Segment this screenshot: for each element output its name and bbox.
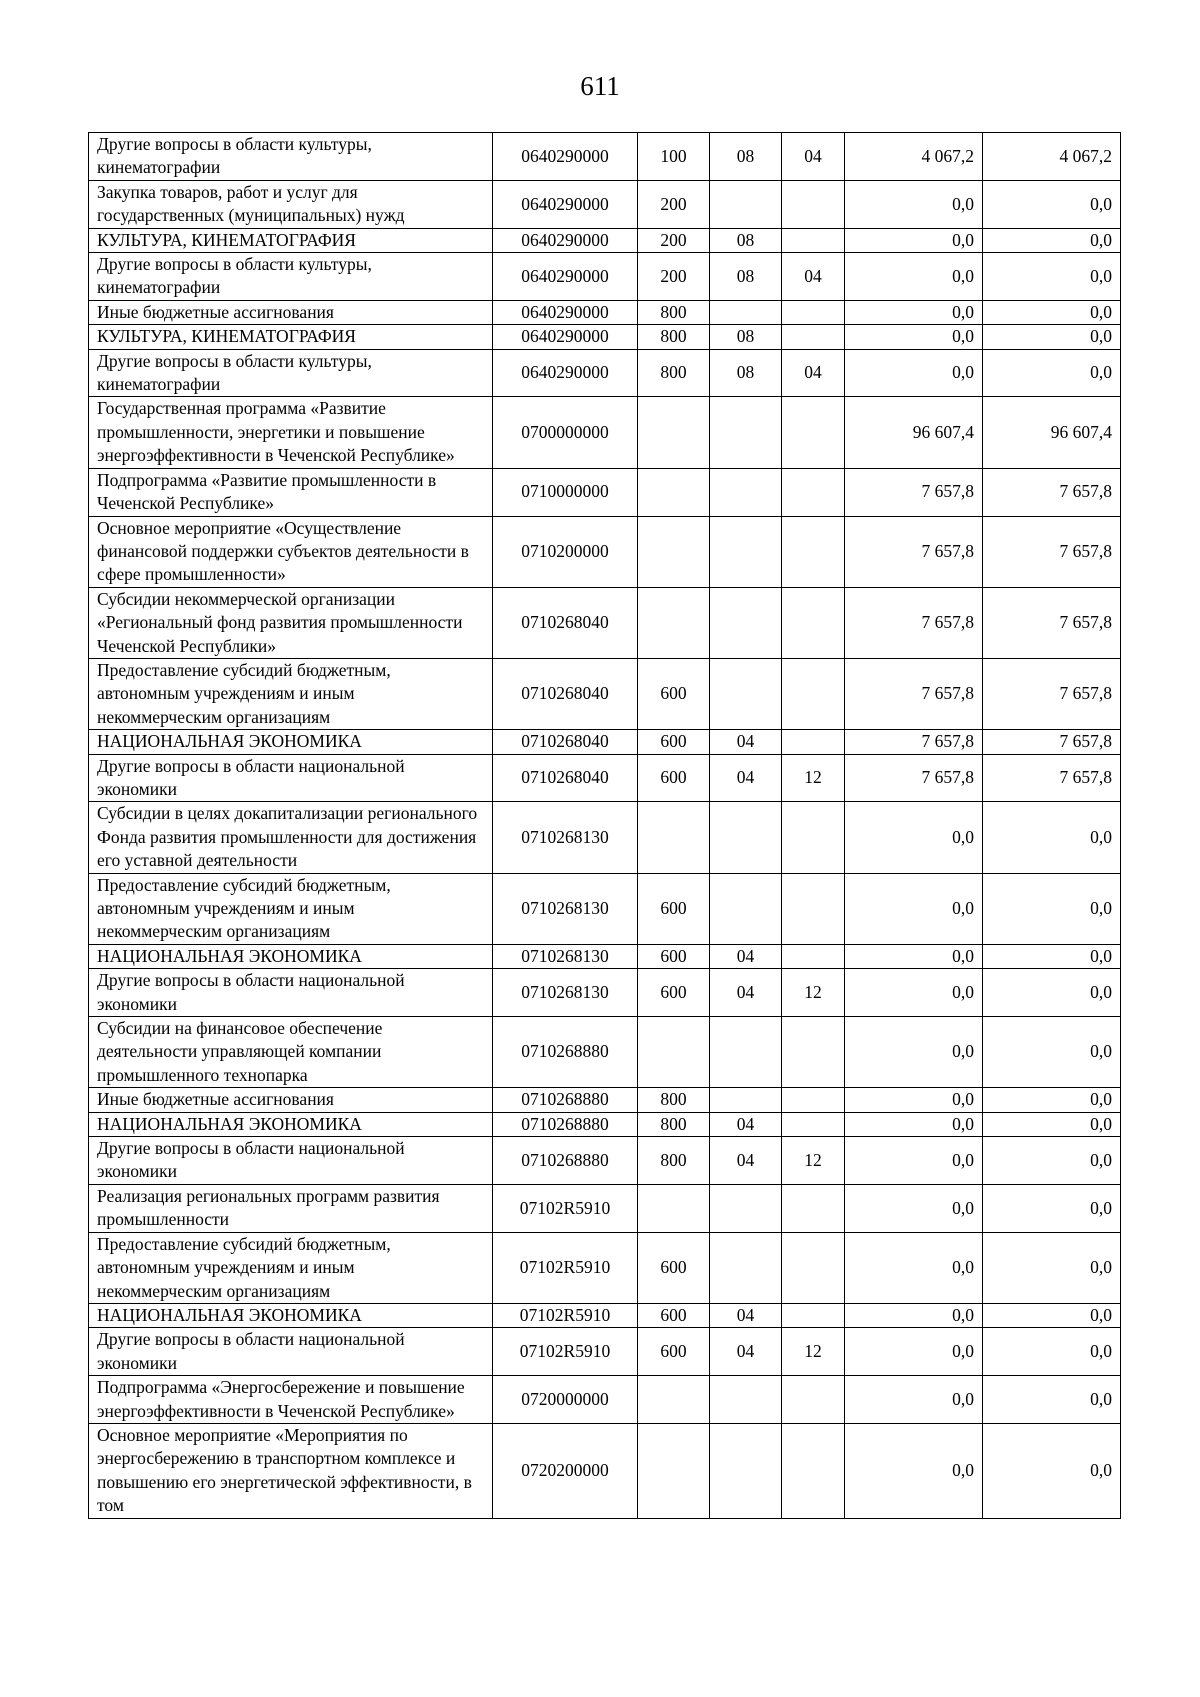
subsection-code-cell: 04 (782, 253, 845, 301)
subsection-code-cell (782, 228, 845, 252)
target-article-code-cell: 0640290000 (493, 253, 638, 301)
amount-year2-cell: 0,0 (983, 349, 1121, 397)
amount-year1-cell: 4 067,2 (845, 133, 983, 181)
target-article-code-cell: 0640290000 (493, 349, 638, 397)
expense-type-cell (638, 1017, 710, 1088)
amount-year2-cell: 0,0 (983, 1184, 1121, 1232)
amount-year1-cell: 0,0 (845, 349, 983, 397)
expense-name-cell: Основное мероприятие «Мероприятия по энергосбережению в транспортном комплексе и повышению его энергетической эффективности, в том (89, 1423, 493, 1518)
section-code-cell: 04 (710, 1303, 782, 1327)
table-row (89, 468, 1121, 516)
section-code-cell: 08 (710, 325, 782, 349)
amount-year2-cell: 0,0 (983, 1376, 1121, 1424)
expense-name-cell: КУЛЬТУРА, КИНЕМАТОГРАФИЯ (89, 325, 493, 349)
expense-type-cell (638, 516, 710, 587)
table-row (89, 1112, 1121, 1136)
expense-type-cell: 600 (638, 873, 710, 944)
amount-year2-cell: 0,0 (983, 1232, 1121, 1303)
expense-name-cell: Другие вопросы в области национальной экономики (89, 754, 493, 802)
amount-year1-cell: 0,0 (845, 1184, 983, 1232)
amount-year2-cell: 0,0 (983, 1303, 1121, 1327)
section-code-cell: 04 (710, 969, 782, 1017)
section-code-cell (710, 1088, 782, 1112)
table-row (89, 1184, 1121, 1232)
section-code-cell: 04 (710, 1112, 782, 1136)
target-article-code-cell: 07102R5910 (493, 1232, 638, 1303)
target-article-code-cell: 0710268880 (493, 1137, 638, 1185)
subsection-code-cell (782, 1376, 845, 1424)
subsection-code-cell: 12 (782, 1328, 845, 1376)
amount-year1-cell: 0,0 (845, 1423, 983, 1518)
expense-name-cell: НАЦИОНАЛЬНАЯ ЭКОНОМИКА (89, 944, 493, 968)
subsection-code-cell (782, 1112, 845, 1136)
expense-name-cell: Субсидии в целях докапитализации регионального Фонда развития промышленности для достижения его уставной деятельности (89, 802, 493, 873)
amount-year2-cell: 0,0 (983, 1328, 1121, 1376)
target-article-code-cell: 0700000000 (493, 397, 638, 468)
target-article-code-cell: 0640290000 (493, 228, 638, 252)
expense-name-cell: Субсидии на финансовое обеспечение деятельности управляющей компании промышленного технопарка (89, 1017, 493, 1088)
section-code-cell (710, 397, 782, 468)
table-row (89, 1423, 1121, 1518)
expense-type-cell: 600 (638, 730, 710, 754)
amount-year1-cell: 7 657,8 (845, 468, 983, 516)
target-article-code-cell: 0710268880 (493, 1112, 638, 1136)
target-article-code-cell: 0640290000 (493, 180, 638, 228)
amount-year1-cell: 0,0 (845, 1017, 983, 1088)
amount-year2-cell: 7 657,8 (983, 587, 1121, 658)
expense-type-cell: 200 (638, 253, 710, 301)
target-article-code-cell: 0710268040 (493, 754, 638, 802)
expense-name-cell: Иные бюджетные ассигнования (89, 1088, 493, 1112)
subsection-code-cell (782, 1017, 845, 1088)
section-code-cell: 04 (710, 730, 782, 754)
amount-year1-cell: 7 657,8 (845, 658, 983, 729)
expense-type-cell (638, 802, 710, 873)
subsection-code-cell (782, 873, 845, 944)
table-row (89, 730, 1121, 754)
target-article-code-cell: 0710000000 (493, 468, 638, 516)
expense-type-cell: 600 (638, 969, 710, 1017)
expense-name-cell: Подпрограмма «Энергосбережение и повышение энергоэффективности в Чеченской Республике» (89, 1376, 493, 1424)
section-code-cell: 08 (710, 349, 782, 397)
expense-name-cell: Подпрограмма «Развитие промышленности в Чеченской Республике» (89, 468, 493, 516)
amount-year1-cell: 0,0 (845, 1137, 983, 1185)
table-row (89, 133, 1121, 181)
subsection-code-cell: 12 (782, 754, 845, 802)
subsection-code-cell: 04 (782, 133, 845, 181)
expense-name-cell: НАЦИОНАЛЬНАЯ ЭКОНОМИКА (89, 730, 493, 754)
section-code-cell: 08 (710, 228, 782, 252)
amount-year1-cell: 0,0 (845, 1303, 983, 1327)
section-code-cell (710, 468, 782, 516)
section-code-cell (710, 1423, 782, 1518)
expense-type-cell (638, 1423, 710, 1518)
section-code-cell (710, 802, 782, 873)
subsection-code-cell (782, 180, 845, 228)
section-code-cell: 04 (710, 1137, 782, 1185)
table-row (89, 1088, 1121, 1112)
target-article-code-cell: 0710268040 (493, 658, 638, 729)
expense-type-cell: 600 (638, 658, 710, 729)
subsection-code-cell (782, 1303, 845, 1327)
target-article-code-cell: 0710268130 (493, 802, 638, 873)
table-row (89, 1232, 1121, 1303)
target-article-code-cell: 0710268130 (493, 969, 638, 1017)
table-row (89, 873, 1121, 944)
expense-type-cell: 800 (638, 349, 710, 397)
amount-year1-cell: 7 657,8 (845, 516, 983, 587)
target-article-code-cell: 0640290000 (493, 300, 638, 324)
amount-year1-cell: 0,0 (845, 300, 983, 324)
table-row (89, 587, 1121, 658)
amount-year2-cell: 0,0 (983, 1088, 1121, 1112)
amount-year1-cell: 0,0 (845, 873, 983, 944)
amount-year2-cell: 7 657,8 (983, 516, 1121, 587)
expense-type-cell: 600 (638, 754, 710, 802)
amount-year1-cell: 0,0 (845, 228, 983, 252)
amount-year1-cell: 0,0 (845, 180, 983, 228)
expense-name-cell: Другие вопросы в области культуры, кинематографии (89, 349, 493, 397)
expense-type-cell (638, 397, 710, 468)
amount-year1-cell: 96 607,4 (845, 397, 983, 468)
expense-name-cell: Предоставление субсидий бюджетным, автономным учреждениям и иным некоммерческим организациям (89, 658, 493, 729)
expense-type-cell: 200 (638, 180, 710, 228)
expense-type-cell: 800 (638, 1112, 710, 1136)
target-article-code-cell: 0710268130 (493, 873, 638, 944)
expense-name-cell: НАЦИОНАЛЬНАЯ ЭКОНОМИКА (89, 1112, 493, 1136)
amount-year2-cell: 0,0 (983, 180, 1121, 228)
target-article-code-cell: 07102R5910 (493, 1328, 638, 1376)
amount-year2-cell: 0,0 (983, 325, 1121, 349)
expense-type-cell: 200 (638, 228, 710, 252)
table-row (89, 1303, 1121, 1327)
amount-year1-cell: 0,0 (845, 1376, 983, 1424)
target-article-code-cell: 07102R5910 (493, 1184, 638, 1232)
section-code-cell: 08 (710, 133, 782, 181)
amount-year1-cell: 7 657,8 (845, 587, 983, 658)
table-row (89, 228, 1121, 252)
table-row (89, 969, 1121, 1017)
expense-name-cell: Иные бюджетные ассигнования (89, 300, 493, 324)
subsection-code-cell: 04 (782, 349, 845, 397)
amount-year2-cell: 0,0 (983, 1112, 1121, 1136)
expense-name-cell: КУЛЬТУРА, КИНЕМАТОГРАФИЯ (89, 228, 493, 252)
expense-type-cell: 800 (638, 1088, 710, 1112)
amount-year1-cell: 7 657,8 (845, 730, 983, 754)
expense-type-cell: 600 (638, 1232, 710, 1303)
expense-name-cell: Основное мероприятие «Осуществление финансовой поддержки субъектов деятельности в сфере промышленности» (89, 516, 493, 587)
expense-type-cell: 800 (638, 1137, 710, 1185)
table-row (89, 1376, 1121, 1424)
amount-year2-cell: 96 607,4 (983, 397, 1121, 468)
budget-table (88, 132, 1121, 1519)
amount-year1-cell: 0,0 (845, 253, 983, 301)
target-article-code-cell: 0710268040 (493, 730, 638, 754)
expense-type-cell: 800 (638, 325, 710, 349)
table-row (89, 944, 1121, 968)
amount-year1-cell: 0,0 (845, 1088, 983, 1112)
target-article-code-cell: 0710268040 (493, 587, 638, 658)
section-code-cell (710, 658, 782, 729)
expense-name-cell: Другие вопросы в области национальной экономики (89, 1328, 493, 1376)
subsection-code-cell (782, 1232, 845, 1303)
expense-type-cell (638, 468, 710, 516)
expense-name-cell: НАЦИОНАЛЬНАЯ ЭКОНОМИКА (89, 1303, 493, 1327)
amount-year1-cell: 0,0 (845, 969, 983, 1017)
section-code-cell (710, 180, 782, 228)
table-row (89, 349, 1121, 397)
target-article-code-cell: 0710268880 (493, 1017, 638, 1088)
subsection-code-cell (782, 1088, 845, 1112)
table-row (89, 397, 1121, 468)
budget-table-body (89, 133, 1121, 1519)
section-code-cell (710, 1376, 782, 1424)
expense-type-cell (638, 1184, 710, 1232)
target-article-code-cell: 0710268130 (493, 944, 638, 968)
amount-year2-cell: 0,0 (983, 873, 1121, 944)
subsection-code-cell (782, 658, 845, 729)
amount-year1-cell: 0,0 (845, 802, 983, 873)
amount-year1-cell: 0,0 (845, 1112, 983, 1136)
table-row (89, 1017, 1121, 1088)
table-row (89, 1137, 1121, 1185)
target-article-code-cell: 0720000000 (493, 1376, 638, 1424)
amount-year2-cell: 4 067,2 (983, 133, 1121, 181)
subsection-code-cell (782, 468, 845, 516)
expense-name-cell: Реализация региональных программ развития промышленности (89, 1184, 493, 1232)
expense-type-cell: 600 (638, 944, 710, 968)
section-code-cell (710, 873, 782, 944)
subsection-code-cell (782, 397, 845, 468)
expense-name-cell: Другие вопросы в области культуры, кинематографии (89, 253, 493, 301)
expense-name-cell: Другие вопросы в области национальной экономики (89, 1137, 493, 1185)
subsection-code-cell: 12 (782, 969, 845, 1017)
amount-year2-cell: 0,0 (983, 1017, 1121, 1088)
target-article-code-cell: 0640290000 (493, 133, 638, 181)
amount-year2-cell: 0,0 (983, 802, 1121, 873)
amount-year1-cell: 0,0 (845, 1232, 983, 1303)
subsection-code-cell (782, 325, 845, 349)
section-code-cell: 04 (710, 1328, 782, 1376)
expense-name-cell: Закупка товаров, работ и услуг для государственных (муниципальных) нужд (89, 180, 493, 228)
amount-year1-cell: 0,0 (845, 944, 983, 968)
subsection-code-cell (782, 802, 845, 873)
amount-year2-cell: 7 657,8 (983, 658, 1121, 729)
amount-year2-cell: 0,0 (983, 228, 1121, 252)
table-row (89, 180, 1121, 228)
expense-name-cell: Государственная программа «Развитие промышленности, энергетики и повышение энергоэффективности в Чеченской Республике» (89, 397, 493, 468)
section-code-cell (710, 516, 782, 587)
table-row (89, 253, 1121, 301)
page-number: 611 (580, 71, 620, 101)
subsection-code-cell (782, 516, 845, 587)
target-article-code-cell: 0710200000 (493, 516, 638, 587)
table-row (89, 300, 1121, 324)
section-code-cell (710, 587, 782, 658)
amount-year1-cell: 0,0 (845, 1328, 983, 1376)
expense-name-cell: Предоставление субсидий бюджетным, автономным учреждениям и иным некоммерческим организациям (89, 1232, 493, 1303)
amount-year2-cell: 0,0 (983, 1423, 1121, 1518)
table-row (89, 802, 1121, 873)
target-article-code-cell: 0640290000 (493, 325, 638, 349)
subsection-code-cell (782, 944, 845, 968)
subsection-code-cell (782, 1184, 845, 1232)
subsection-code-cell (782, 730, 845, 754)
target-article-code-cell: 0720200000 (493, 1423, 638, 1518)
expense-type-cell: 600 (638, 1303, 710, 1327)
section-code-cell (710, 1184, 782, 1232)
amount-year2-cell: 7 657,8 (983, 468, 1121, 516)
table-row (89, 516, 1121, 587)
expense-type-cell: 600 (638, 1328, 710, 1376)
amount-year2-cell: 0,0 (983, 300, 1121, 324)
amount-year2-cell: 0,0 (983, 944, 1121, 968)
section-code-cell: 08 (710, 253, 782, 301)
amount-year2-cell: 7 657,8 (983, 730, 1121, 754)
section-code-cell (710, 1017, 782, 1088)
section-code-cell: 04 (710, 754, 782, 802)
table-row (89, 658, 1121, 729)
subsection-code-cell (782, 1423, 845, 1518)
subsection-code-cell (782, 300, 845, 324)
subsection-code-cell: 12 (782, 1137, 845, 1185)
expense-type-cell: 100 (638, 133, 710, 181)
table-row (89, 1328, 1121, 1376)
subsection-code-cell (782, 587, 845, 658)
expense-name-cell: Другие вопросы в области культуры, кинематографии (89, 133, 493, 181)
amount-year2-cell: 7 657,8 (983, 754, 1121, 802)
expense-type-cell (638, 587, 710, 658)
expense-name-cell: Другие вопросы в области национальной экономики (89, 969, 493, 1017)
table-row (89, 754, 1121, 802)
amount-year1-cell: 7 657,8 (845, 754, 983, 802)
section-code-cell (710, 1232, 782, 1303)
section-code-cell: 04 (710, 944, 782, 968)
expense-type-cell (638, 1376, 710, 1424)
amount-year2-cell: 0,0 (983, 1137, 1121, 1185)
expense-name-cell: Субсидии некоммерческой организации «Региональный фонд развития промышленности Чеченской Республики» (89, 587, 493, 658)
expense-name-cell: Предоставление субсидий бюджетным, автономным учреждениям и иным некоммерческим организациям (89, 873, 493, 944)
amount-year2-cell: 0,0 (983, 969, 1121, 1017)
amount-year1-cell: 0,0 (845, 325, 983, 349)
target-article-code-cell: 07102R5910 (493, 1303, 638, 1327)
section-code-cell (710, 300, 782, 324)
expense-type-cell: 800 (638, 300, 710, 324)
target-article-code-cell: 0710268880 (493, 1088, 638, 1112)
table-row (89, 325, 1121, 349)
amount-year2-cell: 0,0 (983, 253, 1121, 301)
